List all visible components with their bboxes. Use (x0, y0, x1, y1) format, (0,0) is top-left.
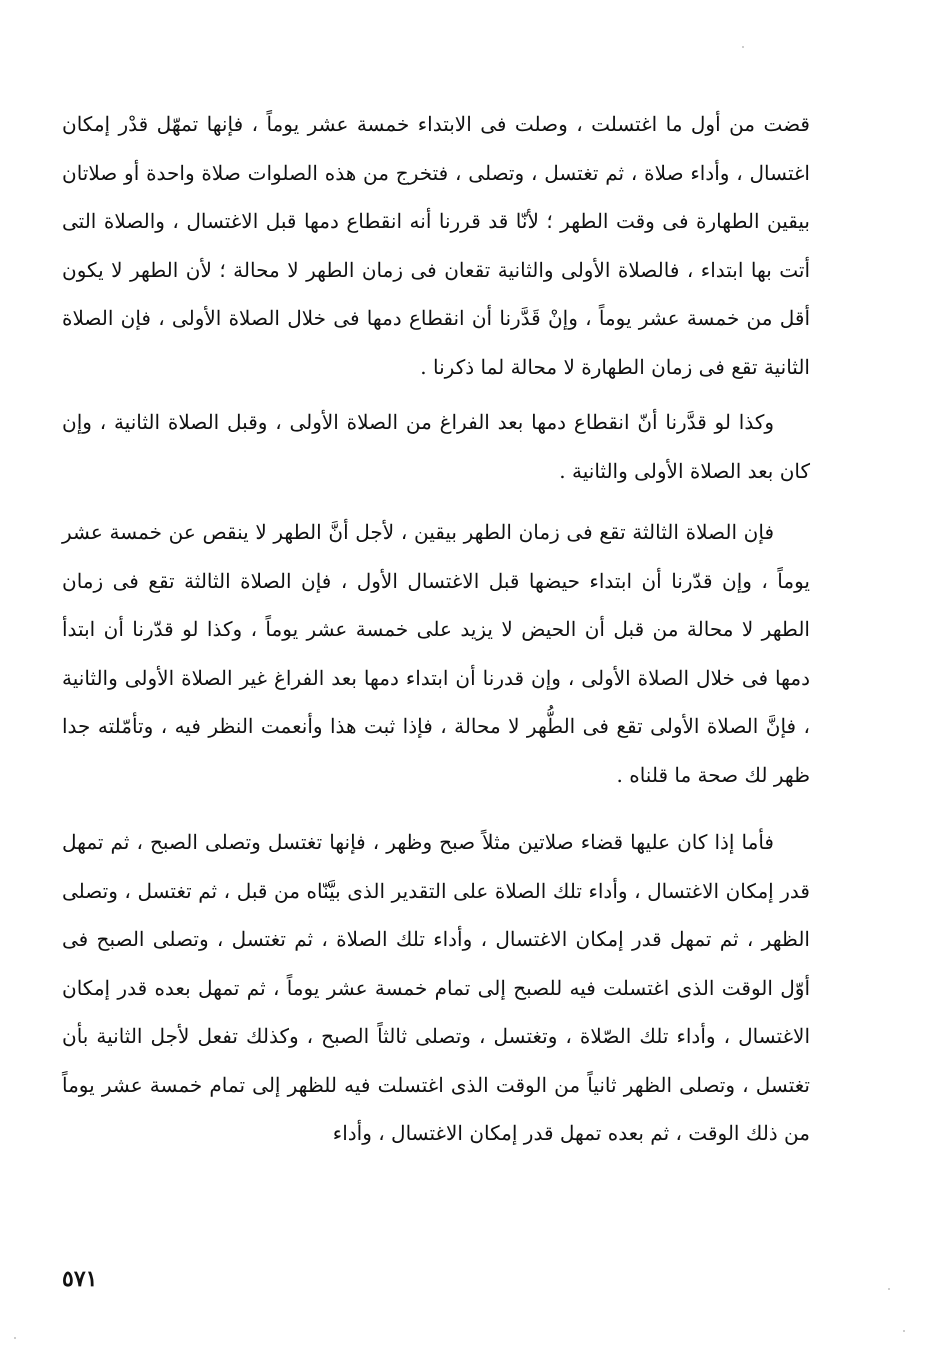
paragraph-spacer (62, 799, 810, 818)
body-text (62, 100, 810, 1158)
paragraph-3: فإن الصلاة الثالثة تقع فى زمان الطهر بيقين ، لأجل أنَّ الطهر لا ينقص عن خمسة عشر يوماً ، وإن قدّرنا أن ابتداء حيضها قبل الاغتسال الأول ، فإن الصلاة الثالثة تقع فى زمان الطهر لا محالة من قبل أن الحيض لا يزيد على خمسة عشر يوماً ، وكذا لو قدّرنا أن ابتدأ دمها فى خلال الصلاة الأولى ، وإن قدرنا أن ابتداء دمها بعد الفراغ غير الصلاة الأولى والثانية ، فإنَّ الصلاة الأولى تقع فى الطُّهر لا محالة ، فإذا ثبت هذا وأنعمت النظر فيه ، وتأمّلته جدا ظهر لك صحة ما قلناه . (62, 520, 810, 787)
scan-speck (903, 1330, 905, 1332)
paragraph-spacer (62, 391, 810, 398)
scan-speck (742, 46, 744, 48)
paragraph-2: وكذا لو قدَّرنا أنّ انقطاع دمها بعد الفراغ من الصلاة الأولى ، وقبل الصلاة الثانية ، وإن كان بعد الصلاة الأولى والثانية . (62, 410, 810, 483)
paragraph-4: فأما إذا كان عليها قضاء صلاتين مثلاً صبح وظهر ، فإنها تغتسل وتصلى الصبح ، ثم تمهل قدر إمكان الاغتسال ، وأداء تلك الصلاة على التقدير الذى بيَّنّاه من قبل ، ثم تغتسل ، وتصلى الظهر ، ثم تمهل قدر إمكان الاغتسال ، وأداء تلك الصلاة ، ثم تغتسل ، وتصلى الصبح فى أوّل الوقت الذى اغتسلت فيه للصبح إلى تمام خمسة عشر يوماً ، ثم تمهل بعده قدر إمكان الاغتسال ، وأداء تلك الصّلاة ، وتغتسل ، وتصلى ثالثاً الصبح ، وكذلك تفعل لأجل الثانية بأن تغتسل ، وتصلى الظهر ثانياً من الوقت الذى اغتسلت فيه للظهر إلى تمام خمسة عشر يوماً من ذلك الوقت ، ثم بعده تمهل قدر إمكان الاغتسال ، وأداء (62, 830, 810, 1145)
page-number: ٥٧١ (62, 1266, 98, 1292)
paragraph-1: قضت من أول ما اغتسلت ، وصلت فى الابتداء خمسة عشر يوماً ، فإنها تمهّل قدْر إمكان اغتسال ، وأداء صلاة ، ثم تغتسل ، وتصلى ، فتخرج من هذه الصلوات صلاة واحدة أو صلاتان بيقين الطهارة فى وقت الطهر ؛ لأنّا قد قررنا أنه انقطاع دمها قبل الاغتسال ، والصلاة التى أتت بها ابتداء ، فالصلاة الأولى والثانية تقعان فى زمان الطهر لا محالة ؛ لأن الطهر لا يكون أقل من خمسة عشر يوماً ، وإنْ قَدَّرنا أن انقطاع دمها فى خلال الصلاة الأولى ، فإن الصلاة الثانية تقع فى زمان الطهارة لا محالة لما ذكرنا . (62, 112, 810, 379)
paragraph-spacer (62, 495, 810, 508)
scan-speck (888, 1288, 890, 1290)
scan-speck (14, 1337, 16, 1339)
